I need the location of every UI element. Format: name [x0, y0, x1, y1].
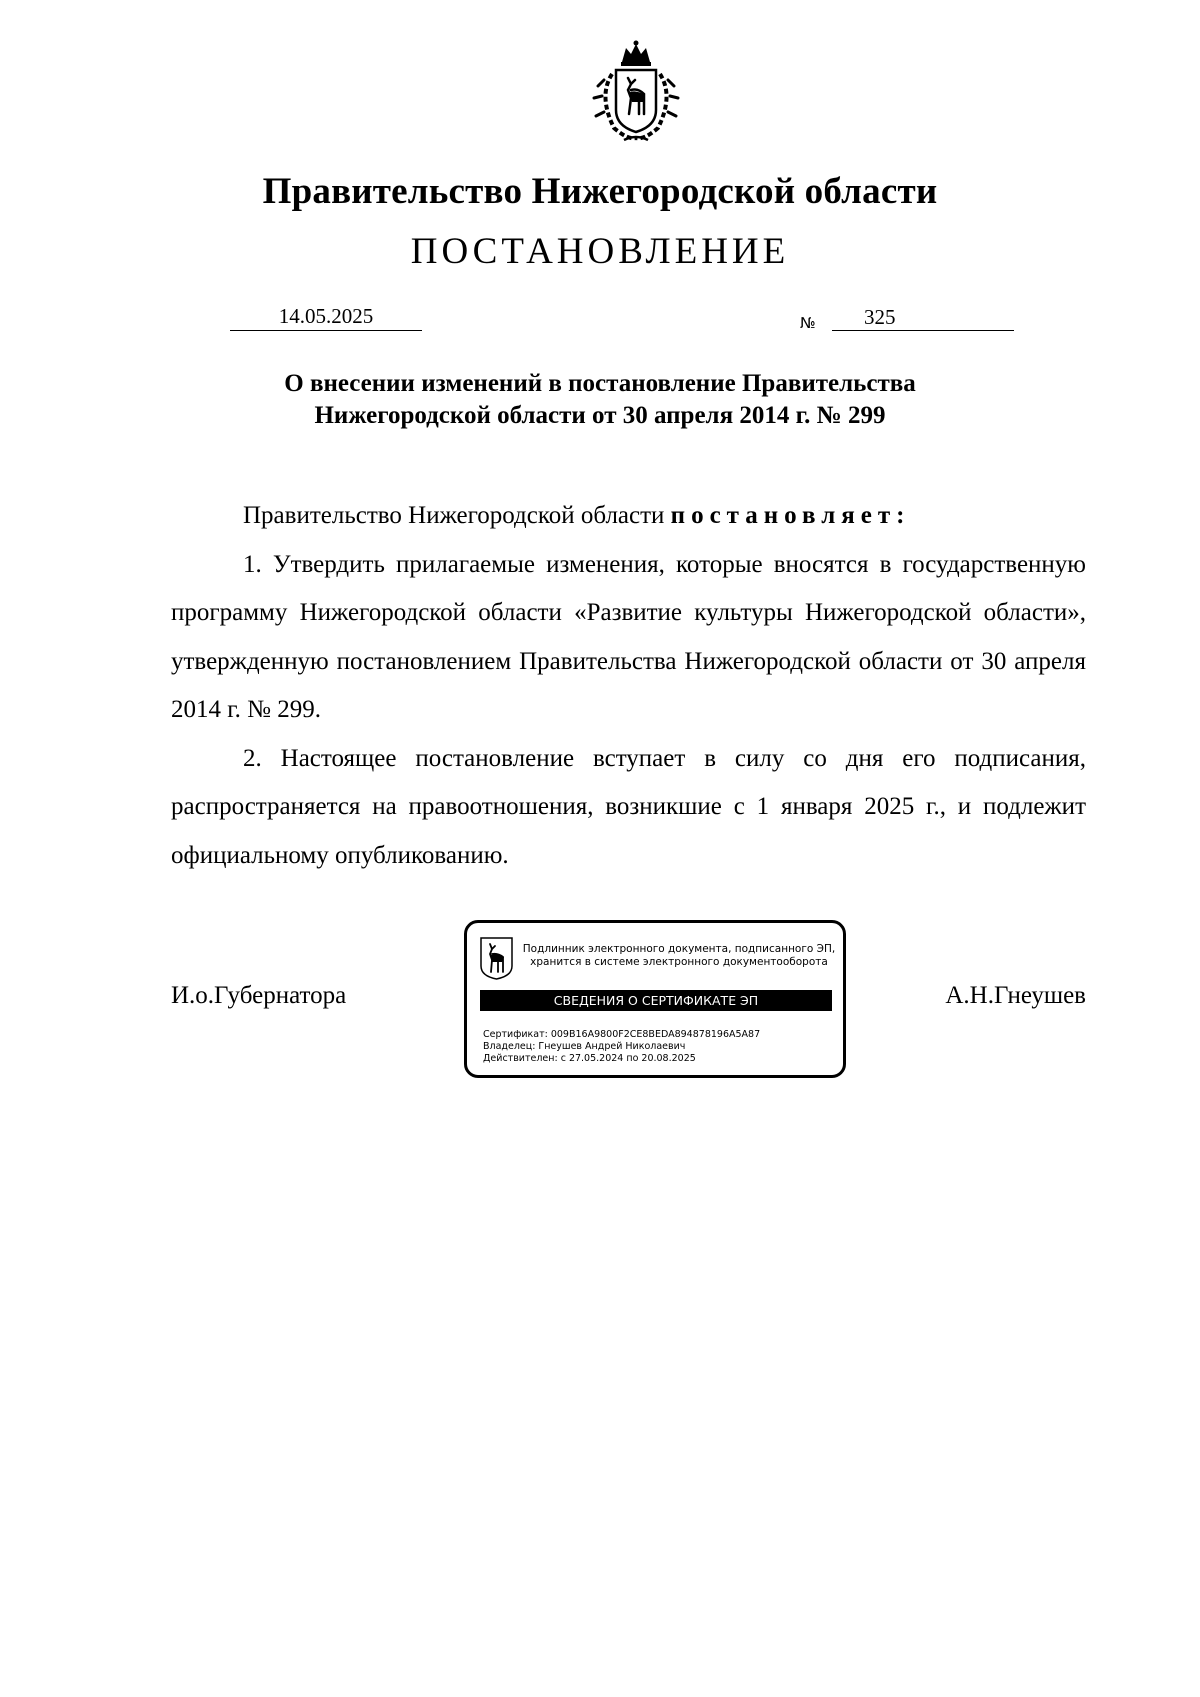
subject-line-1: О внесении изменений в постановление Правительства [284, 370, 916, 397]
paragraph-item-1: 1. Утвердить прилагаемые изменения, которые вносятся в государственную программу Нижегородской области «Развитие культуры Нижегородской области», утвержденную постановлением Правительства Нижегородской области от 30 апреля 2014 г. № 299. [171, 550, 1086, 723]
stamp-header [519, 943, 839, 969]
preamble-verb: постановляет: [670, 502, 911, 529]
stamp-owner: Владелец: Гнеушев Андрей Николаевич [483, 1041, 686, 1052]
preamble-paragraph [171, 492, 1086, 541]
number-sign: № [800, 314, 816, 332]
stamp-header-line-2: хранится в системе электронного документооборота [530, 956, 828, 968]
signatory-name: А.Н.Гнеушев [945, 982, 1086, 1009]
signatory-position: И.о.Губернатора [171, 982, 347, 1009]
document-type: ПОСТАНОВЛЕНИЕ [410, 231, 790, 272]
stamp-valid: Действителен: с 27.05.2024 по 20.08.2025 [483, 1053, 696, 1064]
stamp-certificate: Сертификат: 009B16A9800F2CE8BEDA894878196A5A87 [483, 1029, 761, 1040]
document-number: 325 [832, 304, 1014, 331]
stamp-title-bar: СВЕДЕНИЯ О СЕРТИФИКАТЕ ЭП [480, 990, 832, 1011]
preamble-text: Правительство Нижегородской области [243, 502, 665, 529]
electronic-signature-stamp [464, 920, 846, 1078]
stamp-certificate-info [483, 1029, 760, 1065]
paragraph-item-2: 2. Настоящее постановление вступает в силу со дня его подписания, распространяется на правоотношения, возникшие с 1 января 2025 г., и подлежит официальному опубликованию. [171, 744, 1086, 869]
document-subject [0, 368, 1200, 432]
subject-line-2: Нижегородской области от 30 апреля 2014 г. № 299 [314, 402, 886, 429]
emblem-small-icon [479, 936, 514, 980]
document-date: 14.05.2025 [230, 303, 422, 331]
document-body [171, 492, 1086, 880]
organization-title: Правительство Нижегородской области [262, 171, 938, 212]
stamp-header-line-1: Подлинник электронного документа, подписанного ЭП, [522, 943, 836, 955]
coat-of-arms-emblem [584, 40, 688, 146]
